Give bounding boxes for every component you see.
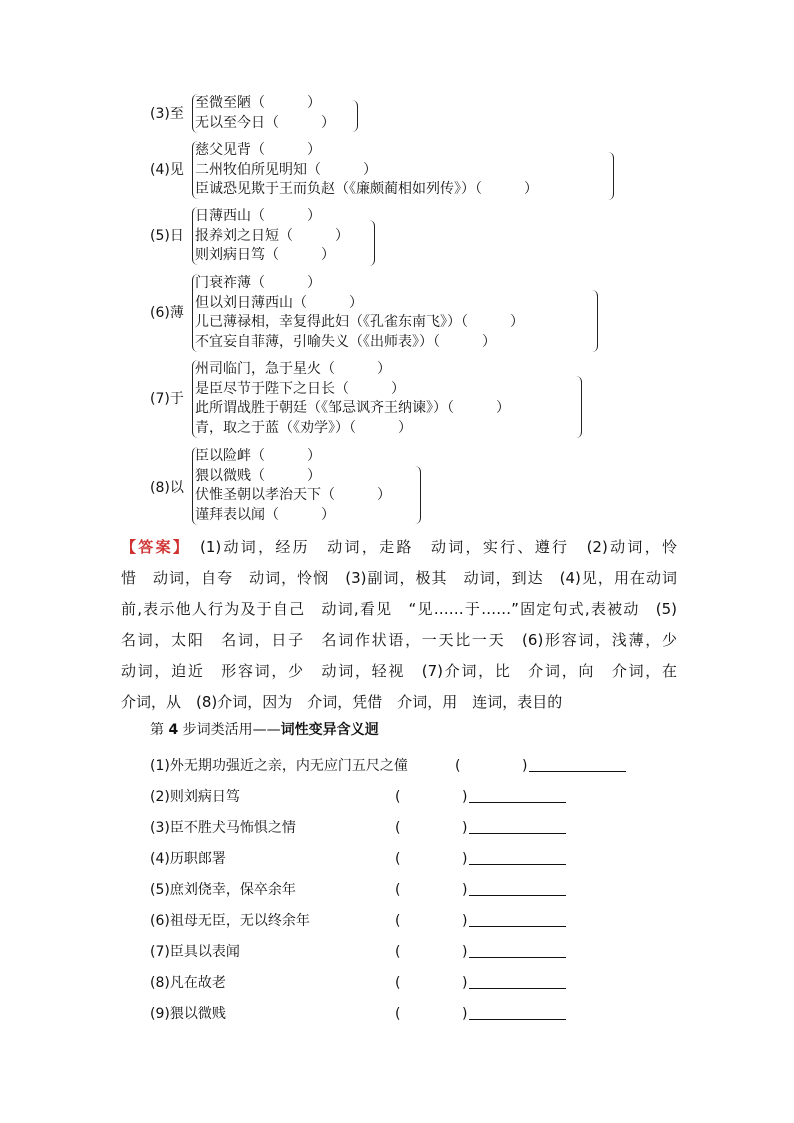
right-brace	[415, 466, 421, 524]
group-line: 慈父见背（ ）	[195, 142, 321, 158]
answer-blank[interactable]	[529, 771, 626, 772]
right-brace	[369, 220, 375, 266]
exercise-text: (4)历职郎署	[150, 851, 226, 867]
exercise-item	[150, 973, 630, 993]
paren-close: )	[462, 820, 468, 836]
group-line: 谨拜表以闻（ ）	[195, 506, 335, 523]
answer-line: 动词，迫近 形容词，少 动词，轻视 (7)介词，比 介词，向 介词，在	[121, 662, 677, 680]
group-label: (5)日	[150, 228, 184, 244]
group-label: (3)至	[150, 106, 184, 122]
paren-open: (	[395, 820, 401, 836]
answer-blank[interactable]	[469, 926, 566, 927]
group-line: 臣以险衅（ ）	[195, 448, 321, 464]
section-title: 第 4 步词类活用——词性变异含义迥	[150, 722, 379, 738]
exercise-item	[150, 787, 630, 807]
group-line: 儿已薄禄相，幸复得此妇（《孔雀东南飞》）（ ）	[195, 314, 524, 330]
group-line: 二州牧伯所见明知（ ）	[195, 161, 377, 178]
exercise-text: (8)凡在故老	[150, 975, 226, 991]
group-line: 州司临门，急于星火（ ）	[195, 361, 391, 377]
exercise-item	[150, 880, 630, 900]
group-label: (4)见	[150, 162, 184, 178]
group-lines	[192, 141, 538, 199]
answer-line: 名词，太阳 名词，日子 名词作状语，一天比一天 (6)形容词，浅薄，少	[121, 631, 677, 649]
group-line: 此所谓战胜于朝廷（《邹忌讽齐王纳谏》）（ ）	[195, 400, 510, 416]
answer-blank[interactable]	[469, 802, 566, 803]
answer-blank[interactable]	[469, 833, 566, 834]
paren-open: (	[395, 851, 401, 867]
group-line: 伏惟圣朝以孝治天下（ ）	[195, 487, 391, 503]
answer-blank[interactable]	[469, 1019, 566, 1020]
group-lines	[192, 360, 510, 438]
right-brace	[592, 290, 598, 352]
answer-line: 惜 动词，自夸 动词，怜悯 (3)副词，极其 动词，到达 (4)见，用在动词	[121, 569, 677, 587]
group-line: 不宜妄自菲薄，引喻失义（《出师表》）（ ）	[195, 333, 496, 350]
group-line: 至微至陋（ ）	[195, 95, 321, 111]
exercise-item	[150, 849, 630, 869]
paren-close: )	[462, 975, 468, 991]
answer-block	[121, 532, 677, 718]
paren-close: )	[462, 913, 468, 929]
group-line: 但以刘日薄西山（ ）	[195, 294, 363, 311]
paren-close: )	[462, 944, 468, 960]
group-line: 猥以微贱（ ）	[195, 467, 321, 484]
right-brace	[352, 100, 358, 132]
answer-blank[interactable]	[469, 988, 566, 989]
answer-line: 【答案】 (1)动词，经历 动词，走路 动词，实行、遵行 (2)动词，怜	[121, 538, 677, 556]
answer-blank[interactable]	[469, 895, 566, 896]
exercise-item	[150, 756, 630, 776]
group-label: (7)于	[150, 391, 184, 407]
group-lines	[192, 447, 391, 525]
exercise-text: (9)猥以微贱	[150, 1006, 226, 1022]
answer-line: 介词，从 (8)介词，因为 介词，凭借 介词，用 连词，表目的	[121, 693, 563, 711]
paren-open: (	[395, 944, 401, 960]
paren-close: )	[462, 882, 468, 898]
paren-open: (	[395, 882, 401, 898]
paren-close: )	[462, 789, 468, 805]
right-brace	[608, 152, 614, 200]
paren-open: (	[455, 758, 461, 774]
group-line: 臣诚恐见欺于王而负赵（《廉颇蔺相如列传》）（ ）	[195, 181, 538, 197]
exercise-text: (7)臣具以表闻	[150, 944, 240, 960]
group-label: (8)以	[150, 480, 184, 496]
exercise-item	[150, 911, 630, 931]
exercise-text: (5)庶刘侥幸，保卒余年	[150, 882, 296, 898]
paren-open: (	[395, 913, 401, 929]
group-line: 则刘病日笃（ ）	[195, 247, 335, 263]
paren-open: (	[395, 975, 401, 991]
group-lines	[192, 274, 524, 352]
right-brace	[576, 376, 582, 438]
paren-open: (	[395, 789, 401, 805]
group-lines	[192, 207, 349, 265]
exercise-text: (1)外无期功强近之亲，内无应门五尺之僮	[150, 758, 408, 774]
paren-close: )	[462, 1006, 468, 1022]
group-line: 是臣尽节于陛下之日长（ ）	[195, 380, 405, 397]
answer-blank[interactable]	[469, 957, 566, 958]
group-label: (6)薄	[150, 305, 184, 321]
exercise-text: (3)臣不胜犬马怖惧之情	[150, 820, 296, 836]
exercise-text: (2)则刘病日笃	[150, 789, 240, 805]
exercise-item	[150, 818, 630, 838]
exercise-text: (6)祖母无臣，无以终余年	[150, 913, 310, 929]
group-lines	[192, 94, 335, 133]
group-line: 报养刘之日短（ ）	[195, 227, 349, 244]
paren-close: )	[462, 851, 468, 867]
group-line: 青，取之于蓝（《劝学》）（ ）	[195, 419, 412, 436]
answer-line: 前,表示他人行为及于自己 动词,看见 “见……于……”固定句式,表被动 (5)	[121, 600, 677, 618]
group-line: 无以至今日（ ）	[195, 114, 335, 131]
group-line: 日薄西山（ ）	[195, 208, 321, 224]
answer-tag: 【答案】	[121, 538, 183, 556]
paren-open: (	[395, 1006, 401, 1022]
answer-blank[interactable]	[469, 864, 566, 865]
exercise-item	[150, 942, 630, 962]
paren-close: )	[522, 758, 528, 774]
exercise-item	[150, 1004, 630, 1024]
group-line: 门衰祚薄（ ）	[195, 275, 321, 291]
